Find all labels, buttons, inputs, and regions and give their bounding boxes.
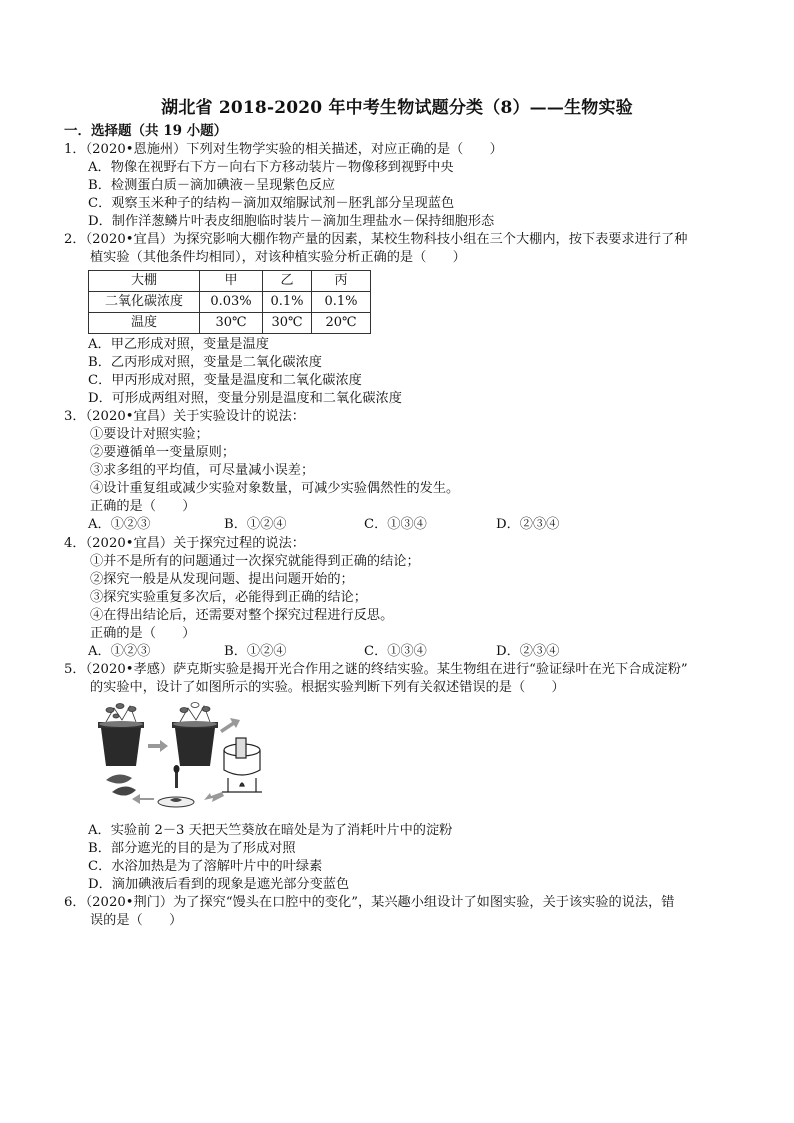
table-cell: 30℃	[263, 313, 312, 334]
question-1-option-d: D．制作洋葱鳞片叶表皮细胞临时装片－滴加生理盐水－保持细胞形态	[88, 214, 495, 229]
arrow-icon	[148, 740, 168, 752]
experiment-table	[88, 270, 371, 334]
question-3-statement-1: ①要设计对照实验；	[90, 427, 209, 442]
question-3-option-b: B．①②④	[224, 517, 287, 532]
question-2-option-b: B．乙丙形成对照，变量是二氧化碳浓度	[88, 355, 322, 370]
question-5-stem-line-1: 5．（2020•孝感）萨克斯实验是揭开光合作用之谜的终结实验。某生物组在进行“验证绿叶在光下合成淀粉”	[64, 662, 688, 677]
water-bath-icon	[222, 738, 262, 792]
question-3-statement-3: ③求多组的平均值，可尽量减小误差；	[90, 463, 315, 478]
question-3-option-c: C．①③④	[364, 517, 427, 532]
arrow-icon	[220, 718, 240, 733]
question-2-option-d: D．可形成两组对照，变量分别是温度和二氧化碳浓度	[88, 391, 402, 406]
question-3-option-a: A．①②③	[88, 517, 151, 532]
question-2-stem-line-2: 植实验（其他条件均相同），对该种植实验分析正确的是（ ）	[90, 250, 466, 265]
arrow-icon	[132, 794, 154, 804]
question-4-option-b: B．①②④	[224, 644, 287, 659]
plant-1-icon	[106, 704, 136, 723]
question-4-statement-3: ③探究实验重复多次后，必能得到正确的结论；	[90, 590, 367, 605]
table-cell: 20℃	[312, 313, 371, 334]
question-3-option-d: D．②③④	[496, 517, 560, 532]
arrow-icon	[204, 792, 224, 802]
table-cell: 0.1%	[263, 292, 312, 313]
question-5-option-d: D．滴加碘液后看到的现象是遮光部分变蓝色	[88, 877, 350, 892]
photosynthesis-experiment-figure	[92, 700, 272, 812]
question-4-option-a: A．①②③	[88, 644, 151, 659]
page-title: 湖北省 2018-2020 年中考生物试题分类（8）——生物实验	[161, 98, 633, 118]
question-3-statement-4: ④设计重复组或减少实验对象数量，可减少实验偶然性的发生。	[90, 481, 460, 496]
question-3-prompt: 正确的是（ ）	[90, 499, 196, 514]
table-cell: 二氧化碳浓度	[89, 292, 200, 313]
question-1-option-b: B．检测蛋白质－滴加碘液－呈现紫色反应	[88, 178, 336, 193]
question-5-option-c: C．水浴加热是为了溶解叶片中的叶绿素	[88, 859, 323, 874]
table-row	[89, 313, 371, 334]
question-1-stem: 1．（2020•恩施州）下列对生物学实验的相关描述，对应正确的是（ ）	[64, 142, 503, 157]
question-1-option-c: C．观察玉米种子的结构－滴加双缩脲试剂－胚乳部分呈现蓝色	[88, 196, 455, 211]
table-row	[89, 271, 371, 292]
petri-dish-icon	[158, 797, 194, 807]
question-4-option-c: C．①③④	[364, 644, 427, 659]
table-cell: 30℃	[200, 313, 263, 334]
question-2-option-a: A．甲乙形成对照，变量是温度	[88, 337, 269, 352]
question-1-option-a: A．物像在视野右下方－向右下方移动装片－物像移到视野中央	[88, 160, 454, 175]
table-row	[89, 292, 371, 313]
question-6-stem-line-2: 误的是（ ）	[90, 913, 183, 928]
table-cell: 大棚	[89, 271, 200, 292]
pot-1-icon	[98, 721, 144, 766]
question-2-stem-line-1: 2．（2020•宜昌）为探究影响大棚作物产量的因素，某校生物科技小组在三个大棚内，按下表要求进行了种	[64, 232, 688, 247]
pot-2-icon	[172, 721, 218, 766]
question-4-option-d: D．②③④	[496, 644, 560, 659]
leaf-icon	[106, 774, 136, 795]
question-4-prompt: 正确的是（ ）	[90, 626, 196, 641]
table-cell: 丙	[312, 271, 371, 292]
question-6-stem-line-1: 6．（2020•荆门）为了探究“馒头在口腔中的变化”，某兴趣小组设计了如图实验，关于该实验的说法，错	[64, 895, 675, 910]
table-cell: 乙	[263, 271, 312, 292]
question-4-stem: 4．（2020•宜昌）关于探究过程的说法：	[64, 536, 305, 551]
table-cell: 甲	[200, 271, 263, 292]
plant-2-icon	[180, 703, 210, 723]
question-5-option-a: A．实验前 2－3 天把天竺葵放在暗处是为了消耗叶片中的淀粉	[88, 823, 453, 838]
table-cell: 温度	[89, 313, 200, 334]
dropper-icon	[174, 765, 180, 788]
question-3-stem: 3．（2020•宜昌）关于实验设计的说法：	[64, 409, 305, 424]
section-heading: 一．选择题（共 19 小题）	[64, 123, 228, 139]
question-4-statement-1: ①并不是所有的问题通过一次探究就能得到正确的结论；	[90, 554, 420, 569]
question-3-statement-2: ②要遵循单一变量原则；	[90, 445, 236, 460]
question-4-statement-2: ②探究一般是从发现问题、提出问题开始的；	[90, 572, 354, 587]
question-2-option-c: C．甲丙形成对照，变量是温度和二氧化碳浓度	[88, 373, 362, 388]
table-cell: 0.1%	[312, 292, 371, 313]
question-5-option-b: B．部分遮光的目的是为了形成对照	[88, 841, 296, 856]
table-cell: 0.03%	[200, 292, 263, 313]
question-5-stem-line-2: 的实验中，设计了如图所示的实验。根据实验判断下列有关叙述错误的是（ ）	[90, 680, 565, 695]
question-4-statement-4: ④在得出结论后，还需要对整个探究过程进行反思。	[90, 608, 394, 623]
